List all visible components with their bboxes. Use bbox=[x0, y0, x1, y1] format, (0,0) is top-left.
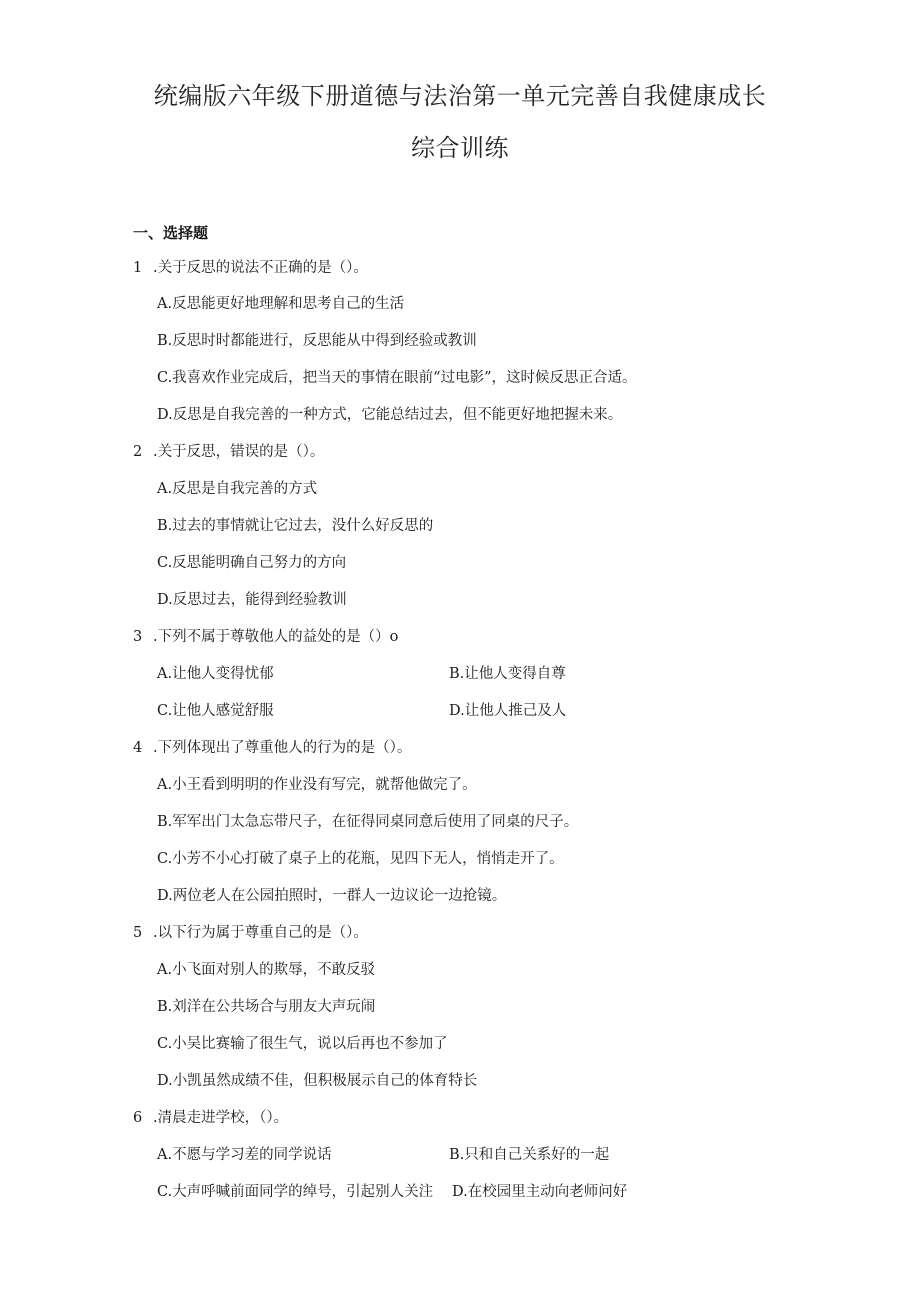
option-2c: C.反思能明确自己努力的方向 bbox=[157, 555, 347, 571]
option-4b: B.军军出门太急忘带尺子，在征得同桌同意后使用了同桌的尺子。 bbox=[157, 814, 579, 830]
question-text: .下列不属于尊敬他人的益处的是（）o bbox=[153, 629, 399, 645]
option-6c: C.大声呼喊前面同学的绰号，引起别人关注 bbox=[157, 1184, 434, 1200]
option-3b: B.让他人变得自尊 bbox=[449, 666, 566, 682]
question-1 bbox=[133, 256, 368, 277]
option-4a: A.小王看到明明的作业没有写完，就帮他做完了。 bbox=[157, 777, 477, 793]
question-4 bbox=[133, 736, 411, 757]
option-5c: C.小吴比赛输了很生气，说以后再也不参加了 bbox=[157, 1036, 448, 1052]
option-5b: B.刘洋在公共场合与朋友大声玩闹 bbox=[157, 999, 376, 1015]
document-subtitle: 综合训练 bbox=[411, 134, 509, 162]
question-number: 1 bbox=[133, 260, 143, 276]
option-1a: A.反思能更好地理解和思考自己的生活 bbox=[157, 296, 405, 312]
option-3a: A.让他人变得忧郁 bbox=[157, 666, 274, 682]
option-4c: C.小芳不小心打破了桌子上的花瓶，见四下无人，悄悄走开了。 bbox=[157, 851, 564, 867]
option-2d: D.反思过去，能得到经验教训 bbox=[157, 592, 347, 608]
question-text: .清晨走进学校，（）。 bbox=[153, 1110, 289, 1126]
option-6d: D.在校园里主动向老师问好 bbox=[452, 1184, 628, 1200]
option-6b: B.只和自己关系好的一起 bbox=[449, 1147, 610, 1163]
question-number: 2 bbox=[133, 444, 143, 460]
option-3d: D.让他人推己及人 bbox=[449, 703, 567, 719]
question-text: .下列体现出了尊重他人的行为的是（）。 bbox=[153, 740, 412, 756]
question-3 bbox=[133, 625, 398, 646]
section-heading: 一、选择题 bbox=[133, 224, 209, 242]
question-2 bbox=[133, 440, 324, 461]
option-5a: A.小飞面对别人的欺辱，不敢反驳 bbox=[157, 962, 376, 978]
question-text: .关于反思的说法不正确的是（）。 bbox=[153, 260, 368, 276]
question-number: 5 bbox=[133, 925, 143, 941]
question-number: 4 bbox=[133, 740, 143, 756]
option-1c: C.我喜欢作业完成后，把当天的事情在眼前“过电影”，这时候反思正合适。 bbox=[157, 370, 637, 386]
option-2a: A.反思是自我完善的方式 bbox=[157, 481, 318, 497]
question-6 bbox=[133, 1106, 288, 1127]
option-4d: D.两位老人在公园拍照时，一群人一边议论一边抢镜。 bbox=[157, 888, 507, 904]
option-1d: D.反思是自我完善的一种方式，它能总结过去，但不能更好地把握未来。 bbox=[157, 407, 623, 423]
option-3c: C.让他人感觉舒服 bbox=[157, 703, 274, 719]
question-5 bbox=[133, 921, 368, 942]
question-number: 6 bbox=[133, 1110, 143, 1126]
question-number: 3 bbox=[133, 629, 143, 645]
option-5d: D.小凯虽然成绩不佳，但积极展示自己的体育特长 bbox=[157, 1073, 478, 1089]
document-title: 统编版六年级下册道德与法治第一单元完善自我健康成长 bbox=[153, 82, 767, 110]
option-6a: A.不愿与学习差的同学说话 bbox=[157, 1147, 332, 1163]
option-2b: B.过去的事情就让它过去，没什么好反思的 bbox=[157, 518, 434, 534]
question-text: .以下行为属于尊重自己的是（）。 bbox=[153, 925, 368, 941]
question-text: .关于反思，错误的是（）。 bbox=[153, 444, 325, 460]
option-1b: B.反思时时都能进行，反思能从中得到经验或教训 bbox=[157, 333, 477, 349]
